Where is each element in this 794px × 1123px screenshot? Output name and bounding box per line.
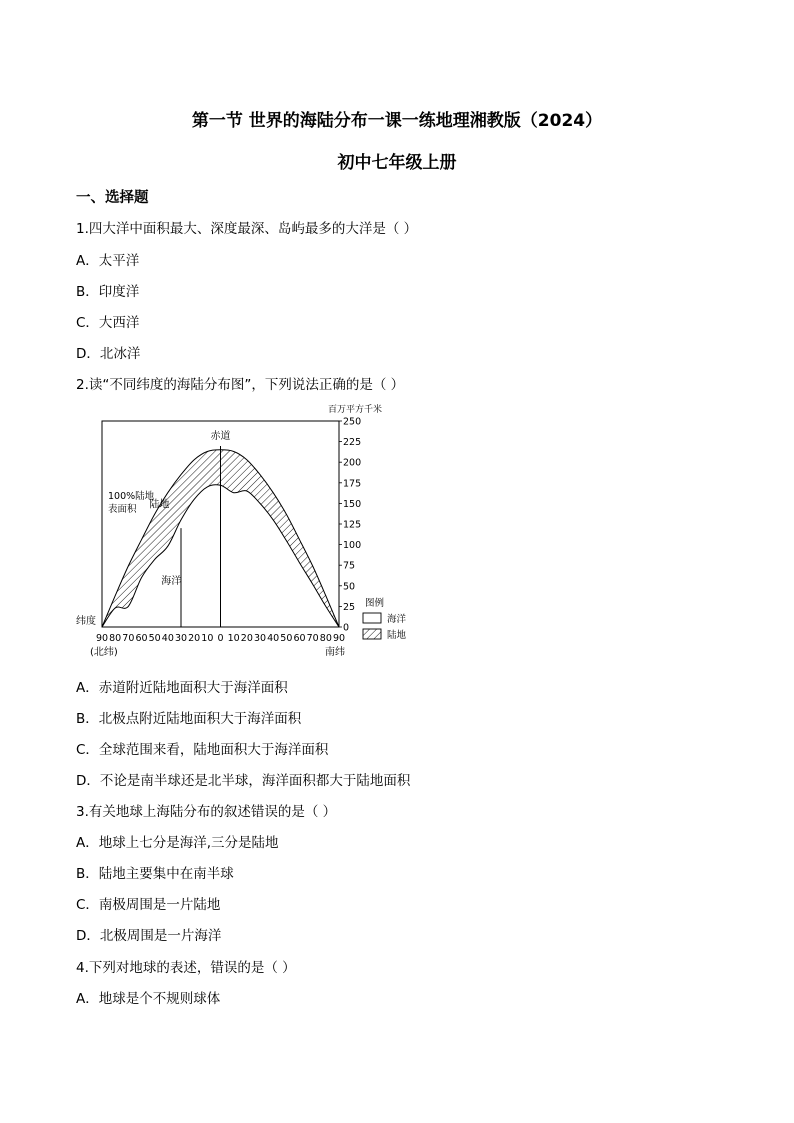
- option-b[interactable]: B．印度洋: [76, 284, 140, 300]
- x-tick-label: 90: [332, 633, 346, 644]
- y-tick-label: 100: [343, 540, 362, 552]
- question-stem: 4.下列对地球的表述，错误的是（ ）: [76, 960, 296, 976]
- option-d[interactable]: D．北冰洋: [76, 346, 141, 362]
- option-c[interactable]: C．全球范围来看，陆地面积大于海洋面积: [76, 742, 329, 758]
- south-note: 南纬: [325, 647, 345, 658]
- land-sea-distribution-chart: [70, 398, 440, 660]
- y-tick-label: 225: [343, 437, 362, 449]
- option-c[interactable]: C．大西洋: [76, 315, 140, 331]
- option-b[interactable]: B．北极点附近陆地面积大于海洋面积: [76, 711, 302, 727]
- legend-label-land: 陆地: [387, 630, 407, 641]
- x-tick-label: 20: [188, 633, 201, 644]
- x-tick-label: 60: [293, 633, 306, 644]
- x-tick-label: 50: [148, 633, 161, 644]
- north-note: (北纬): [90, 647, 118, 658]
- x-tick-label: 30: [253, 633, 267, 644]
- y-tick-label: 150: [343, 498, 362, 510]
- y-tick-label: 25: [343, 601, 356, 613]
- y-tick-label: 125: [343, 519, 362, 531]
- question-stem: 1.四大洋中面积最大、深度最深、岛屿最多的大洋是（ ）: [76, 221, 418, 237]
- legend-swatch-land: [363, 629, 381, 639]
- option-d[interactable]: D．北极周围是一片海洋: [76, 928, 222, 944]
- x-axis-ticks: [96, 633, 345, 644]
- y-tick-label: 75: [343, 560, 356, 572]
- option-a[interactable]: A．地球是个不规则球体: [76, 991, 221, 1007]
- legend-label-ocean: 海洋: [387, 614, 407, 625]
- legend-swatch-ocean: [363, 613, 381, 623]
- option-b[interactable]: B．陆地主要集中在南半球: [76, 866, 234, 882]
- x-tick-label: 40: [267, 633, 280, 644]
- y-tick-label: 175: [343, 478, 362, 490]
- legend-title: 图例: [365, 598, 385, 609]
- y-tick-label: 0: [343, 622, 350, 634]
- ocean-label: 海洋: [161, 576, 182, 588]
- x-tick-label: 70: [306, 633, 319, 644]
- y-tick-label: 200: [343, 457, 362, 469]
- equator-label: 赤道: [210, 431, 231, 442]
- x-tick-label: 20: [240, 633, 253, 644]
- x-tick-label: 40: [161, 633, 174, 644]
- option-a[interactable]: A．太平洋: [76, 253, 140, 269]
- land-label: 陆地: [149, 499, 170, 511]
- y-axis-ticks: [339, 417, 361, 634]
- option-c[interactable]: C．南极周围是一片陆地: [76, 897, 221, 913]
- x-tick-label: 80: [109, 633, 122, 644]
- x-tick-label: 70: [122, 633, 135, 644]
- option-a[interactable]: A．赤道附近陆地面积大于海洋面积: [76, 680, 288, 696]
- section-heading: 一、选择题: [76, 190, 149, 206]
- y-axis-unit: 百万平方千米: [328, 405, 383, 415]
- x-tick-label: 80: [319, 633, 332, 644]
- x-tick-label: 0: [217, 633, 224, 644]
- x-axis-label: 纬度: [76, 616, 96, 627]
- option-d[interactable]: D．不论是南半球还是北半球，海洋面积都大于陆地面积: [76, 773, 411, 789]
- option-a[interactable]: A．地球上七分是海洋,三分是陆地: [76, 835, 279, 851]
- x-tick-label: 50: [280, 633, 293, 644]
- x-tick-label: 60: [135, 633, 148, 644]
- y-tick-label: 250: [343, 416, 362, 428]
- question-stem: 3.有关地球上海陆分布的叙述错误的是（ ）: [76, 804, 337, 820]
- page-subtitle: 初中七年级上册: [337, 153, 457, 173]
- y-tick-label: 50: [343, 581, 356, 593]
- question-stem: 2.读“不同纬度的海陆分布图”，下列说法正确的是（ ）: [76, 377, 405, 393]
- x-tick-label: 10: [201, 633, 214, 644]
- x-tick-label: 30: [174, 633, 188, 644]
- x-tick-label: 90: [95, 633, 109, 644]
- total-area-label: 100%陆地表面积: [108, 491, 155, 515]
- page-title: 第一节 世界的海陆分布一课一练地理湘教版（2024）: [191, 111, 603, 131]
- x-tick-label: 10: [227, 633, 240, 644]
